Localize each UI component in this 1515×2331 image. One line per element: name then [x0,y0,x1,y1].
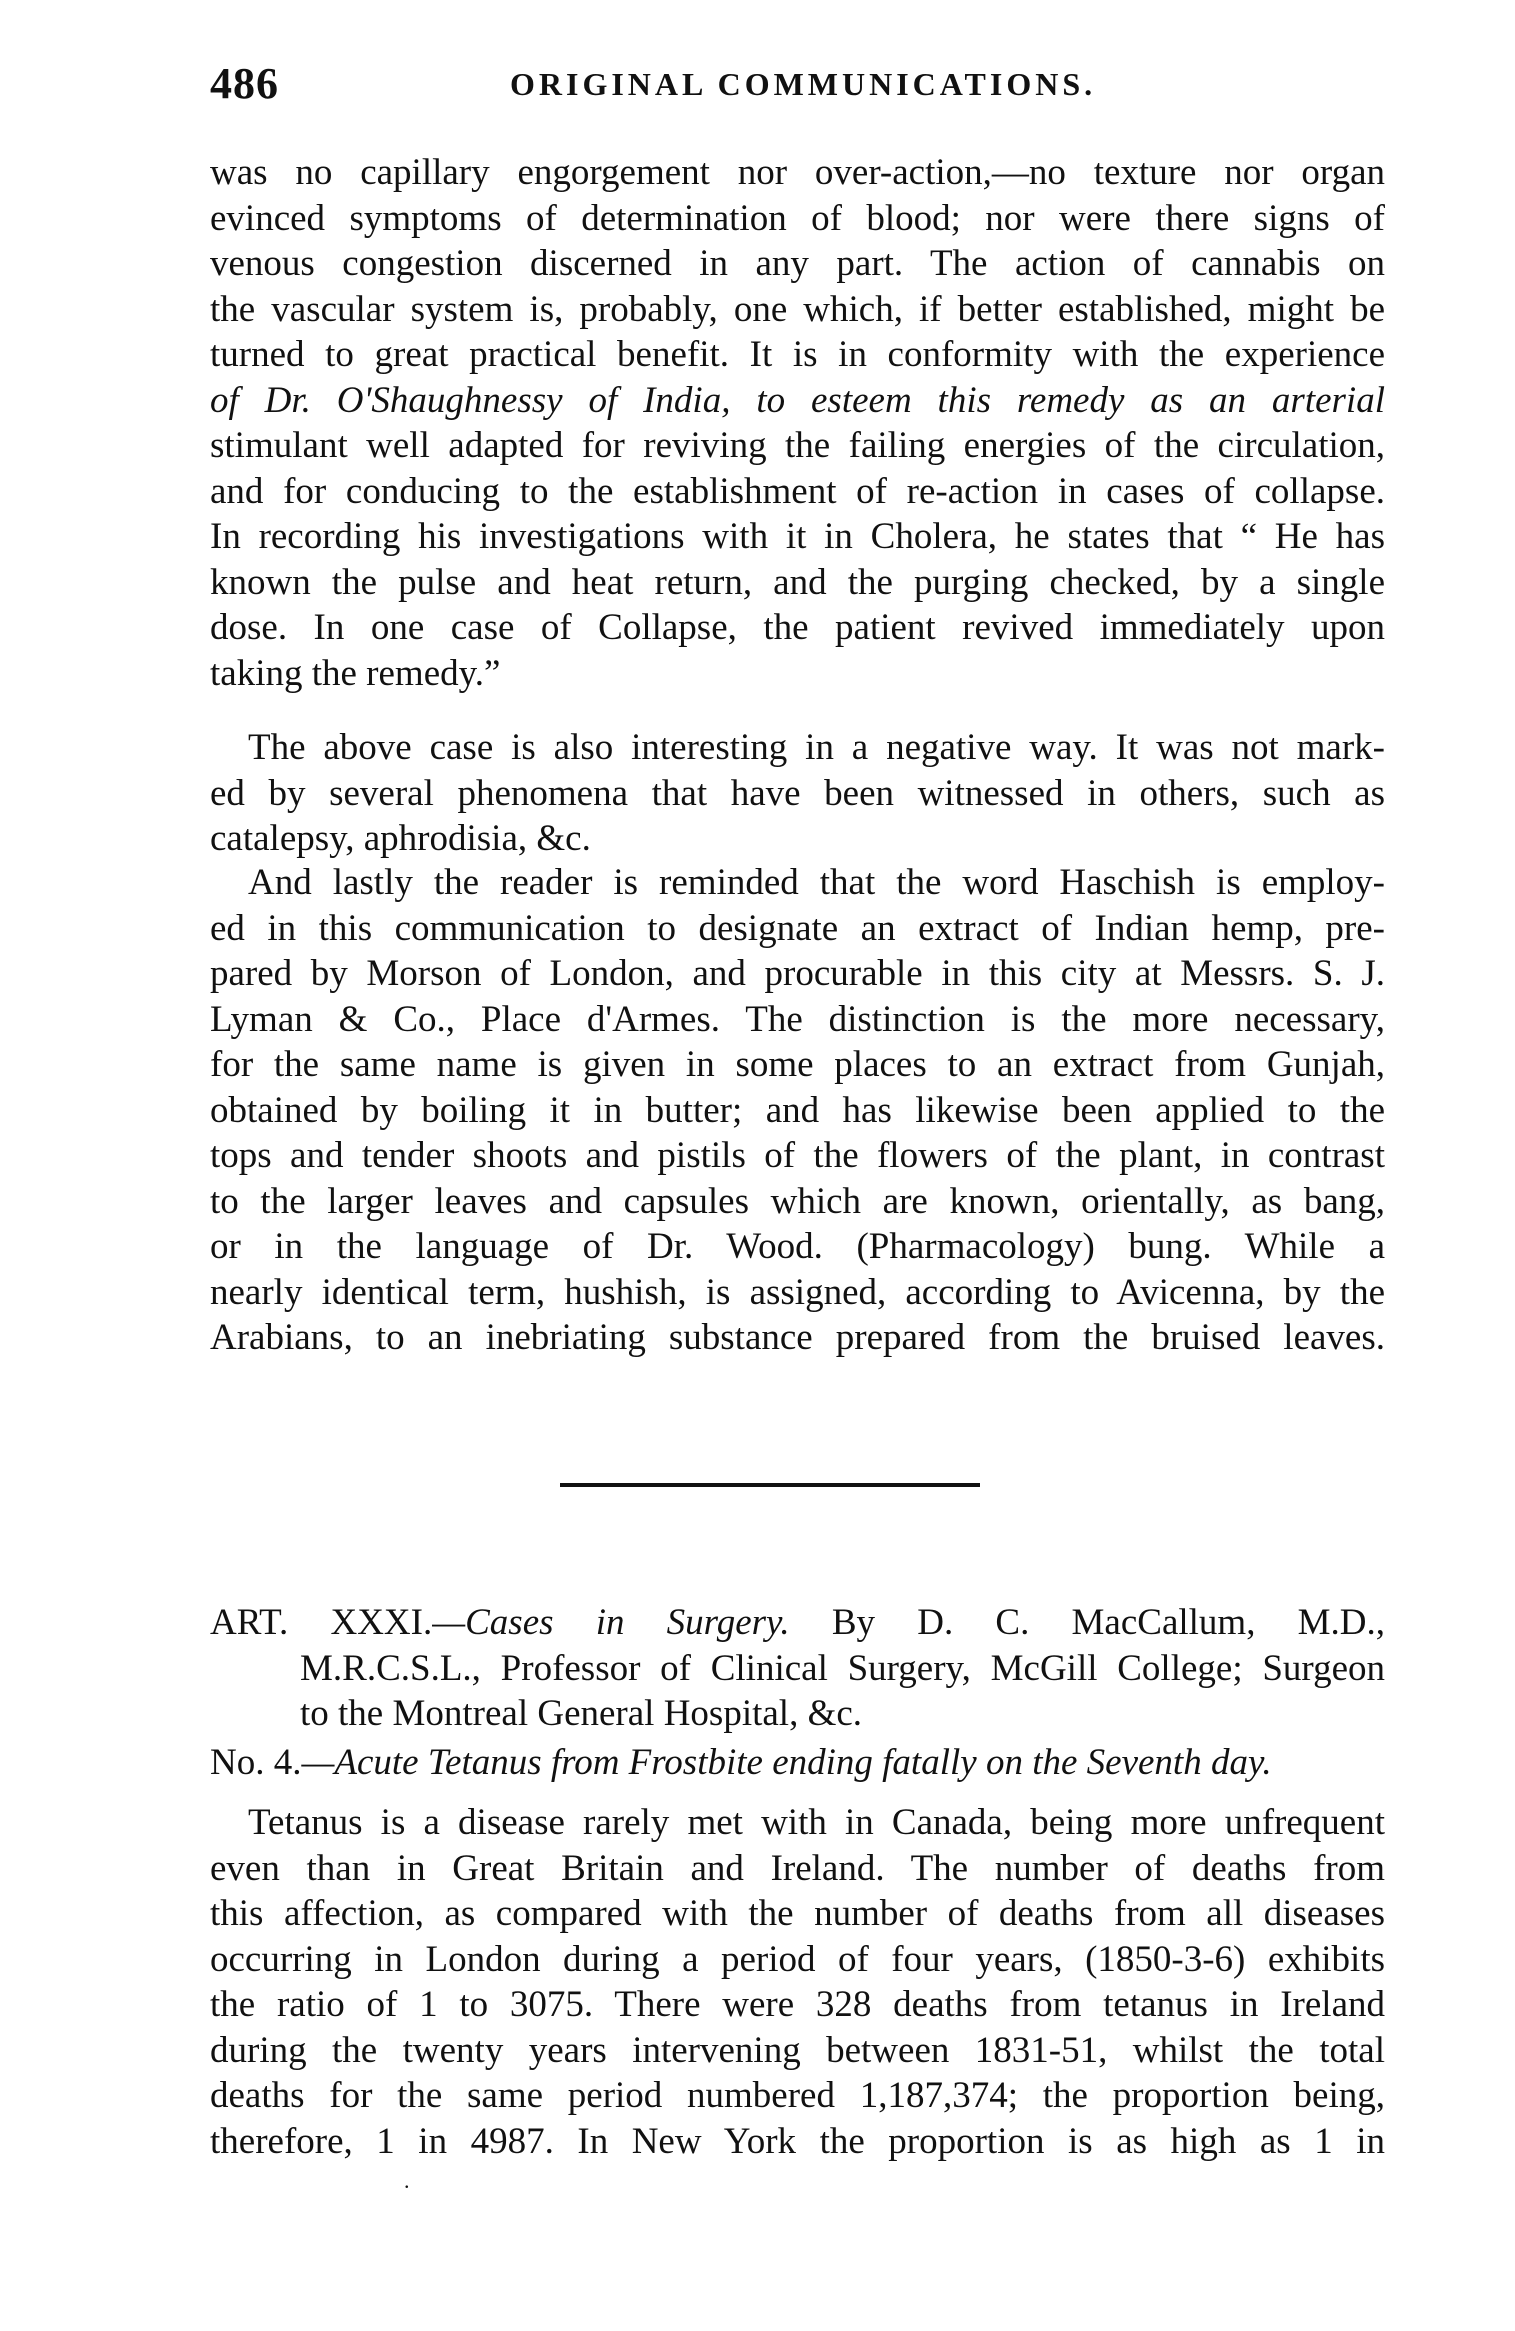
text-line: And lastly the reader is reminded that the word Haschish is employ- [248,862,1385,903]
margin-speck: . [404,2168,410,2193]
paragraph-negative-case [210,725,1385,862]
text-line: ed by several phenomena that have been witnessed in others, such as [210,772,1385,814]
text-line: dose. In one case of Collapse, the patient revived immediately upon [210,607,1385,648]
case-number: No. 4. [210,1742,302,1783]
running-head [210,58,1385,118]
text-line: catalepsy, aphrodisia, &c. [210,818,591,859]
text-line: tops and tender shoots and pistils of the flowers of the plant, in contrast [210,1135,1385,1176]
article-heading [210,1600,1385,1737]
case-title: —Acute Tetanus from Frostbite ending fatally on the Seventh day. [301,1742,1272,1783]
article-author-hospital: to the Montreal General Hospital, &c. [300,1693,863,1734]
text-line: the vascular system is, probably, one which, if better established, might be [210,288,1385,330]
paragraph-haschish-definition [210,860,1385,1361]
text-line: known the pulse and heat return, and the purging checked, by a single [210,561,1385,603]
text-line: for the same name is given in some places to an extract from Gunjah, [210,1044,1385,1085]
text-line: turned to great practical benefit. It is in conformity with the experience [210,334,1385,375]
article-author-credentials: M.R.C.S.L., Professor of Clinical Surgery, McGill College; Surgeon [300,1647,1385,1689]
text-line: during the twenty years intervening between 1831-51, whilst the total [210,2029,1385,2071]
text-line: The above case is also interesting in a negative way. It was not mark- [248,727,1385,768]
section-divider [560,1483,980,1487]
text-line: even than in Great Britain and Ireland. The number of deaths from [210,1847,1385,1889]
page-number: 486 [210,59,279,108]
text-line: or in the language of Dr. Wood. (Pharmacology) bung. While a [210,1226,1385,1267]
text-line: Tetanus is a disease rarely met with in Canada, being more unfrequent [248,1802,1385,1843]
article-title: —Cases in Surgery. [432,1602,790,1643]
text-line: obtained by boiling it in butter; and has likewise been applied to the [210,1089,1385,1131]
case-heading [210,1740,1385,1786]
text-line: this affection, as compared with the number of deaths from all diseases [210,1893,1385,1934]
text-line: venous congestion discerned in any part. The action of cannabis on [210,243,1385,284]
text-line: Lyman & Co., Place d'Armes. The distinction is the more necessary, [210,998,1385,1040]
article-label: ART. XXXI. [210,1602,433,1643]
text-line: deaths for the same period numbered 1,187,374; the proportion being, [210,2075,1385,2116]
article-byline: By D. C. MacCallum, M.D., [831,1602,1386,1643]
text-line: In recording his investigations with it in Cholera, he states that “ He has [210,516,1385,557]
text-line: ed in this communication to designate an extract of Indian hemp, pre- [210,907,1385,949]
text-line: of Dr. O'Shaughnessy of India, to esteem this remedy as an arterial [210,379,1385,421]
text-line: Arabians, to an inebriating substance prepared from the bruised leaves. [210,1317,1385,1358]
text-line: pared by Morson of London, and procurable in this city at Messrs. S. J. [210,953,1385,994]
text-line: to the larger leaves and capsules which are known, orientally, as bang, [210,1180,1385,1222]
text-line: therefore, 1 in 4987. In New York the proportion is as high as 1 in [210,2120,1385,2162]
paragraph-cannabis-action [210,150,1385,696]
text-line: the ratio of 1 to 3075. There were 328 deaths from tetanus in Ireland [210,1984,1385,2025]
article-heading-line [210,1600,1385,1646]
text-line: nearly identical term, hushish, is assigned, according to Avicenna, by the [210,1271,1385,1313]
running-title: ORIGINAL COMMUNICATIONS. [510,66,1097,102]
text-line: taking the remedy.” [210,652,501,694]
text-line: stimulant well adapted for reviving the failing energies of the circulation, [210,425,1385,466]
text-line: was no capillary engorgement nor over-action,—no texture nor organ [210,152,1385,193]
text-line: and for conducing to the establishment of re-action in cases of collapse. [210,470,1385,512]
text-line: evinced symptoms of determination of blood; nor were there signs of [210,197,1385,239]
text-line: occurring in London during a period of four years, (1850-3-6) exhibits [210,1938,1385,1980]
paragraph-tetanus-statistics [210,1800,1385,2164]
